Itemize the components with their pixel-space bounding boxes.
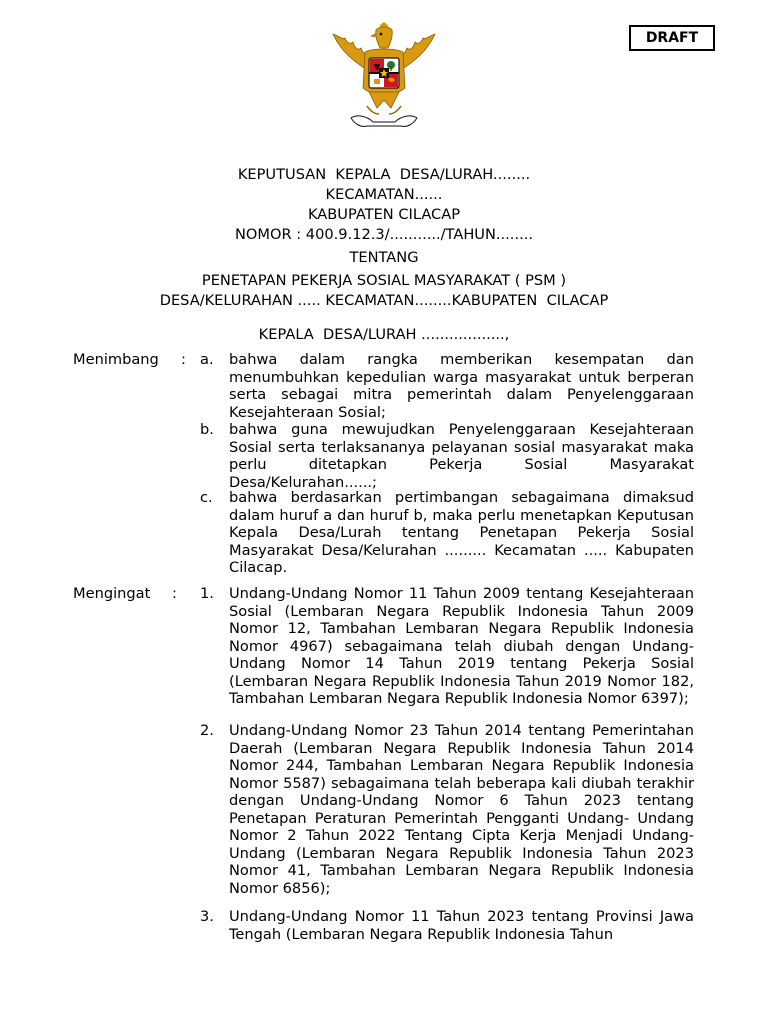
decree-number: NOMOR : 400.9.12.3/.........../TAHUN........ xyxy=(234,226,534,243)
menimbang-item-marker: b. xyxy=(200,421,214,438)
menimbang-colon: : xyxy=(181,351,186,368)
mengingat-item-marker: 2. xyxy=(200,722,214,739)
menimbang-item-marker: c. xyxy=(200,489,213,506)
decree-subject-location: DESA/KELURAHAN ..... KECAMATAN........KABUPATEN CILACAP xyxy=(159,292,609,309)
mengingat-label: Mengingat xyxy=(73,585,151,602)
mengingat-item-text: Undang-Undang Nomor 11 Tahun 2009 tentang Kesejahteraan Sosial (Lembaran Negara Republik Indonesia Tahun 2009 Nomor 12, Tambahan Lembaran Negara Republik Indonesia Nomor 4967) sebagaimana telah diubah dengan Undang-Undang Nomor 14 Tahun 2019 tentang Pekerja Sosial (Lembaran Negara Republik Indonesia Tahun 2019 Nomor 182, Tambahan Lembaran Negara Republik Indonesia Nomor 6397); xyxy=(229,585,694,707)
decree-title: KEPUTUSAN KEPALA DESA/LURAH........ xyxy=(237,166,531,183)
menimbang-item-marker: a. xyxy=(200,351,214,368)
mengingat-colon: : xyxy=(172,585,177,602)
issuing-authority: KEPALA DESA/LURAH .................., xyxy=(258,326,510,343)
decree-subject: PENETAPAN PEKERJA SOSIAL MASYARAKAT ( PSM ) xyxy=(201,272,567,289)
mengingat-item-text: Undang-Undang Nomor 11 Tahun 2023 tentang Provinsi Jawa Tengah (Lembaran Negara Republik Indonesia Tahun xyxy=(229,908,694,943)
regency-name: KABUPATEN CILACAP xyxy=(307,206,461,223)
garuda-pancasila-emblem-icon xyxy=(327,22,441,135)
mengingat-item-marker: 3. xyxy=(200,908,214,925)
menimbang-item-text: bahwa guna mewujudkan Penyelenggaraan Kesejahteraan Sosial serta terlaksananya pelayanan sosial masyarakat maka perlu ditetapkan Pekerja Sosial Masyarakat Desa/Kelurahan......; xyxy=(229,421,694,491)
menimbang-item-text: bahwa dalam rangka memberikan kesempatan dan menumbuhkan kepedulian warga masyarakat untuk berperan serta sebagai mitra pemerintah dalam Penyelenggaraan Kesejahteraan Sosial; xyxy=(229,351,694,421)
mengingat-item-marker: 1. xyxy=(200,585,214,602)
draft-stamp: DRAFT xyxy=(629,25,715,51)
menimbang-item-text: bahwa berdasarkan pertimbangan sebagaimana dimaksud dalam huruf a dan huruf b, maka perlu menetapkan Keputusan Kepala Desa/Lurah tentang Penetapan Pekerja Sosial Masyarakat Desa/Kelurahan ......... Kecamatan ..... Kabupaten Cilacap. xyxy=(229,489,694,576)
mengingat-item-text: Undang-Undang Nomor 23 Tahun 2014 tentang Pemerintahan Daerah (Lembaran Negara Republik Indonesia Tahun 2014 Nomor 244, Tambahan Lembaran Negara Republik Indonesia Nomor 5587) sebagaimana telah beberapa kali diubah terakhir dengan Undang-Undang Nomor 6 Tahun 2023 tentang Penetapan Peraturan Pemerintah Pengganti Undang- Undang Nomor 2 Tahun 2022 Tentang Cipta Kerja Menjadi Undang-Undang (Lembaran Negara Republik Indonesia Tahun 2023 Nomor 41, Tambahan Lembaran Negara Republik Indonesia Nomor 6856); xyxy=(229,722,694,897)
about-heading: TENTANG xyxy=(349,249,419,266)
district-name: KECAMATAN...... xyxy=(325,186,443,203)
menimbang-label: Menimbang xyxy=(73,351,159,368)
